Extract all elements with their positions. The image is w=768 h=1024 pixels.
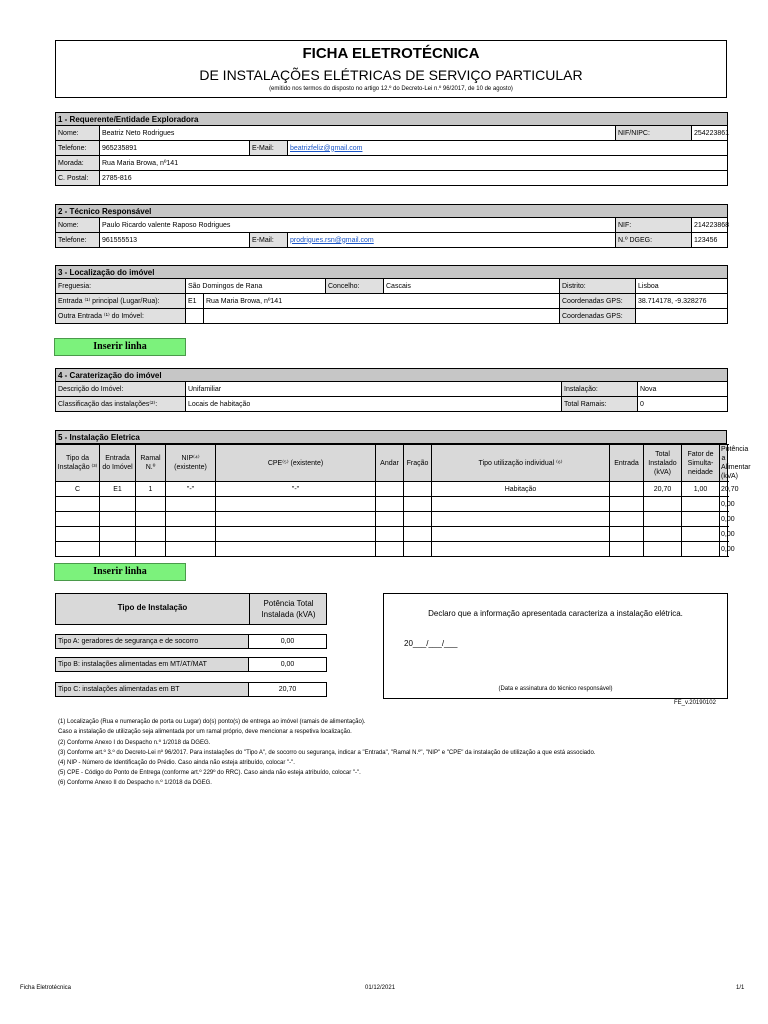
telefone-label: Telefone: bbox=[56, 141, 100, 156]
declaracao-sign-caption: (Data e assinatura do técnico responsável) bbox=[498, 686, 613, 692]
instalacao-cell[interactable] bbox=[166, 542, 216, 557]
footer-page: 1/1 bbox=[736, 985, 745, 991]
title-box bbox=[55, 40, 727, 98]
section-4-title: 4 - Caraterização do imóvel bbox=[56, 369, 728, 382]
instalacao-cell[interactable]: 20,70 bbox=[720, 482, 728, 497]
nif-label: NIF/NIPC: bbox=[616, 126, 692, 141]
instalacao-cell[interactable] bbox=[100, 497, 136, 512]
tecnico-telefone-label: Telefone: bbox=[56, 233, 100, 248]
instalacao-cell[interactable] bbox=[432, 542, 610, 557]
total-ramais-field[interactable]: 0 bbox=[638, 397, 728, 412]
instalacao-cell[interactable] bbox=[404, 497, 432, 512]
instalacao-cell[interactable] bbox=[610, 497, 644, 512]
tecnico-nome-field[interactable]: Paulo Ricardo valente Raposo Rodrigues bbox=[100, 218, 616, 233]
tipo-b-label: Tipo B: instalações alimentadas em MT/AT/MAT bbox=[56, 658, 249, 671]
instalacao-cell[interactable] bbox=[644, 527, 682, 542]
requerente-email-link[interactable]: beatrizfeliz@gmail.com bbox=[290, 144, 363, 152]
instalacao-cell[interactable] bbox=[100, 542, 136, 557]
instalacao-cell[interactable] bbox=[166, 497, 216, 512]
summary-row-tipo-c bbox=[55, 682, 327, 697]
instalacao-cell[interactable] bbox=[404, 542, 432, 557]
instalacao-cell[interactable] bbox=[100, 527, 136, 542]
tipo-b-value[interactable]: 0,00 bbox=[280, 661, 295, 668]
gps2-field[interactable] bbox=[636, 309, 728, 324]
instalacao-cell[interactable]: E1 bbox=[100, 482, 136, 497]
tipo-c-label: Tipo C: instalações alimentadas em BT bbox=[56, 683, 249, 696]
instalacao-cell[interactable] bbox=[136, 527, 166, 542]
instalacao-cell[interactable] bbox=[56, 512, 100, 527]
instalacao-cell[interactable] bbox=[136, 512, 166, 527]
instalacao-cell[interactable] bbox=[376, 512, 404, 527]
instalacao-cell[interactable] bbox=[56, 497, 100, 512]
instalacao-header-cell: NIP⁽⁴⁾ (existente) bbox=[166, 445, 216, 482]
instalacao-cell[interactable] bbox=[432, 527, 610, 542]
tecnico-telefone-field[interactable]: 961555513 bbox=[100, 233, 250, 248]
descricao-field[interactable]: Unifamiliar bbox=[186, 382, 562, 397]
page-subtitle: DE INSTALAÇÕES ELÉTRICAS DE SERVIÇO PARTICULAR bbox=[199, 67, 583, 83]
table-row bbox=[56, 512, 728, 527]
distrito-label: Distrito: bbox=[560, 279, 636, 294]
freguesia-label: Freguesia: bbox=[56, 279, 186, 294]
section-2-table bbox=[55, 204, 728, 248]
instalacao-cell[interactable]: C bbox=[56, 482, 100, 497]
section-3-table bbox=[55, 265, 728, 324]
instalacao-cell[interactable] bbox=[432, 497, 610, 512]
instalacao-cell[interactable] bbox=[376, 542, 404, 557]
instalacao-cell[interactable] bbox=[682, 542, 720, 557]
legal-note: (emitido nos termos do disposto no artigo 12.º do Decreto-Lei n.º 96/2017, de 10 de agosto) bbox=[269, 86, 513, 92]
instalacao-cell[interactable]: "-" bbox=[166, 482, 216, 497]
instalacao-cell[interactable] bbox=[166, 527, 216, 542]
outra-entrada-field[interactable] bbox=[204, 309, 560, 324]
classificacao-label: Classificação das instalações⁽²⁾: bbox=[56, 397, 186, 412]
note-1: (1) Localização (Rua e numeração de porta ou Lugar) do(s) ponto(s) de entrega ao imóvel (ramais de alimentação). bbox=[58, 719, 366, 725]
table-row bbox=[56, 527, 728, 542]
instalacao-cell[interactable] bbox=[376, 497, 404, 512]
instalacao-cell[interactable] bbox=[166, 512, 216, 527]
note-5: (5) CPE - Código do Ponto de Entrega (conforme art.º 229º do RRC). Caso ainda não esteja atribuído, colocar "-". bbox=[58, 770, 361, 776]
instalacao-cell[interactable]: 0,00 bbox=[720, 542, 728, 557]
instalacao-header-cell: Potência a Alimentar (kVA) bbox=[721, 446, 751, 480]
requerente-morada-field[interactable]: Rua Maria Browa, nº141 bbox=[100, 156, 728, 171]
instalacao-header-cell: Entrada bbox=[610, 445, 644, 482]
summary-header-tipo: Tipo de Instalação bbox=[117, 603, 188, 612]
instalacao-cell[interactable] bbox=[610, 542, 644, 557]
instalacao-header-cell: Andar bbox=[376, 445, 404, 482]
summary-row-tipo-b bbox=[55, 657, 327, 672]
instalacao-cell[interactable]: 0,00 bbox=[720, 497, 728, 512]
instalacao-header-cell: CPE⁽⁵⁾ (existente) bbox=[216, 445, 376, 482]
instalacao-cell[interactable]: Habitação bbox=[432, 482, 610, 497]
freguesia-field[interactable]: São Domingos de Rana bbox=[186, 279, 326, 294]
instalacao-cell[interactable] bbox=[376, 527, 404, 542]
instalacao-cell[interactable] bbox=[610, 527, 644, 542]
instalacao-cell[interactable] bbox=[644, 512, 682, 527]
page-title: FICHA ELETROTÉCNICA bbox=[302, 45, 480, 62]
tecnico-nome-label: Nome: bbox=[56, 218, 100, 233]
tecnico-email-field[interactable] bbox=[288, 233, 616, 248]
instalacao-cell[interactable] bbox=[136, 497, 166, 512]
instalacao-cell[interactable] bbox=[404, 512, 432, 527]
tecnico-email-link[interactable]: prodrigues.rsn@gmail.com bbox=[290, 236, 374, 244]
requerente-telefone-field[interactable]: 965235891 bbox=[100, 141, 250, 156]
instalacao-header-row bbox=[56, 445, 728, 482]
instalacao-table bbox=[55, 444, 751, 557]
entrada-principal-field[interactable]: Rua Maria Browa, nº141 bbox=[204, 294, 560, 309]
tipo-a-value[interactable]: 0,00 bbox=[280, 638, 295, 645]
tipo-c-value[interactable]: 20,70 bbox=[278, 686, 297, 693]
declaracao-box bbox=[383, 593, 728, 699]
summary-header bbox=[55, 593, 327, 625]
note-4: (4) NIP - Número de Identificação do Prédio. Caso ainda não esteja atribuído, colocar "-". bbox=[58, 760, 295, 766]
classificacao-field[interactable]: Locais de habitação bbox=[186, 397, 562, 412]
section-5-title-table bbox=[55, 430, 727, 444]
instalacao-cell[interactable] bbox=[136, 542, 166, 557]
declaracao-date-field[interactable]: 20___/___/___ bbox=[404, 639, 458, 648]
email-label: E-Mail: bbox=[250, 141, 288, 156]
requerente-nif-field[interactable]: 254223861 bbox=[692, 126, 728, 141]
tecnico-nif-label: NIF: bbox=[616, 218, 692, 233]
table-row bbox=[56, 482, 728, 497]
instalacao-cell[interactable] bbox=[610, 482, 644, 497]
instalacao-cell[interactable] bbox=[216, 542, 376, 557]
footer-date: 01/12/2021 bbox=[365, 985, 396, 991]
distrito-field[interactable]: Lisboa bbox=[636, 279, 728, 294]
instalacao-cell[interactable] bbox=[432, 512, 610, 527]
instalacao-header-cell: Fator de Simulta-neidade bbox=[682, 445, 720, 482]
instalacao-cell[interactable]: "-" bbox=[216, 482, 376, 497]
instalacao-cell[interactable]: 20,70 bbox=[644, 482, 682, 497]
outra-entrada-label: Outra Entrada ⁽¹⁾ do Imóvel: bbox=[56, 309, 186, 324]
instalacao-cell[interactable] bbox=[216, 527, 376, 542]
instalacao-cell[interactable]: 1,00 bbox=[682, 482, 720, 497]
note-2: (2) Conforme Anexo I do Despacho n.º 1/2018 da DGEG. bbox=[58, 740, 211, 746]
instalacao-header-cell: Tipo da Instalação ⁽³⁾ bbox=[56, 445, 100, 482]
tipo-a-label: Tipo A: geradores de segurança e de socorro bbox=[56, 635, 249, 648]
instalacao-header-cell: Total Instalado (kVA) bbox=[644, 445, 682, 482]
instalacao-cell[interactable]: 0,00 bbox=[720, 512, 728, 527]
declaracao-text: Declaro que a informação apresentada caracteriza a instalação elétrica. bbox=[428, 609, 683, 618]
instalacao-cell[interactable] bbox=[100, 512, 136, 527]
section-1-table bbox=[55, 112, 728, 186]
instalacao-cell[interactable] bbox=[682, 527, 720, 542]
table-row bbox=[56, 542, 728, 557]
summary-header-divider bbox=[249, 594, 250, 624]
instalacao-cell[interactable] bbox=[610, 512, 644, 527]
entrada-principal-label: Entrada ⁽¹⁾ principal (Lugar/Rua): bbox=[56, 294, 186, 309]
instalacao-header-cell: Ramal N.º bbox=[136, 445, 166, 482]
concelho-label: Concelho: bbox=[326, 279, 384, 294]
inserir-linha-button-1[interactable]: Inserir linha bbox=[54, 338, 186, 356]
section-3-title: 3 - Localização do imóvel bbox=[56, 266, 728, 279]
tecnico-nif-field[interactable]: 214223868 bbox=[692, 218, 728, 233]
note-6: (6) Conforme Anexo II do Despacho n.º 1/2018 da DGEG. bbox=[58, 780, 212, 786]
nome-label: Nome: bbox=[56, 126, 100, 141]
tecnico-dgeg-field[interactable]: 123456 bbox=[692, 233, 728, 248]
morada-label: Morada: bbox=[56, 156, 100, 171]
requerente-email-field[interactable] bbox=[288, 141, 728, 156]
cpostal-label: C. Postal: bbox=[56, 171, 100, 186]
version-label: FE_v.20190102 bbox=[674, 700, 716, 706]
instalacao-cell[interactable]: 1 bbox=[136, 482, 166, 497]
requerente-nome-field[interactable]: Beatriz Neto Rodrigues bbox=[100, 126, 616, 141]
total-ramais-label: Total Ramais: bbox=[562, 397, 638, 412]
instalacao-cell[interactable] bbox=[682, 497, 720, 512]
section-5-title: 5 - Instalação Eletrica bbox=[56, 431, 727, 444]
instalacao-cell[interactable] bbox=[404, 527, 432, 542]
gps-label: Coordenadas GPS: bbox=[560, 294, 636, 309]
table-row bbox=[56, 497, 728, 512]
instalacao-label: Instalação: bbox=[562, 382, 638, 397]
instalacao-cell[interactable] bbox=[376, 482, 404, 497]
instalacao-cell[interactable] bbox=[216, 497, 376, 512]
instalacao-cell[interactable] bbox=[644, 542, 682, 557]
instalacao-cell[interactable] bbox=[404, 482, 432, 497]
descricao-label: Descrição do Imóvel: bbox=[56, 382, 186, 397]
entrada-code-field[interactable]: E1 bbox=[186, 294, 204, 309]
instalacao-cell[interactable] bbox=[644, 497, 682, 512]
instalacao-cell[interactable] bbox=[56, 542, 100, 557]
summary-header-potencia: Potência Total Instalada (kVA) bbox=[261, 599, 316, 619]
gps2-label: Coordenadas GPS: bbox=[560, 309, 636, 324]
concelho-field[interactable]: Cascais bbox=[384, 279, 560, 294]
tecnico-email-label: E-Mail: bbox=[250, 233, 288, 248]
instalacao-header-cell: Fração bbox=[404, 445, 432, 482]
instalacao-header-cell: Entrada do Imóvel bbox=[100, 445, 136, 482]
instalacao-field[interactable]: Nova bbox=[638, 382, 728, 397]
note-3: (3) Conforme art.º 3.º do Decreto-Lei nº 96/2017. Para instalações do "Tipo A", de socorro ou segurança, indicar a "Entrada", "Ramal N.º", "NIP" e "CPE" da instalação de utilização a que está associado. bbox=[58, 750, 596, 756]
inserir-linha-button-2[interactable]: Inserir linha bbox=[54, 563, 186, 581]
gps-field[interactable]: 38.714178, -9.328276 bbox=[636, 294, 728, 309]
instalacao-cell[interactable] bbox=[56, 527, 100, 542]
instalacao-cell[interactable]: 0,00 bbox=[720, 527, 728, 542]
outra-entrada-code-field[interactable] bbox=[186, 309, 204, 324]
section-2-title: 2 - Técnico Responsável bbox=[56, 205, 728, 218]
section-4-table bbox=[55, 368, 728, 412]
dgeg-label: N.º DGEG: bbox=[616, 233, 692, 248]
summary-row-tipo-a bbox=[55, 634, 327, 649]
section-1-title: 1 - Requerente/Entidade Exploradora bbox=[56, 113, 728, 126]
instalacao-cell[interactable] bbox=[682, 512, 720, 527]
requerente-cpostal-field[interactable]: 2785-816 bbox=[100, 171, 728, 186]
instalacao-cell[interactable] bbox=[216, 512, 376, 527]
note-1b: Caso a instalação de utilização seja alimentada por um ramal próprio, deve mencionar a respetiva localização. bbox=[58, 729, 352, 735]
footer-left: Ficha Eletrotécnica bbox=[20, 985, 72, 991]
instalacao-header-cell: Tipo utilização individual ⁽⁶⁾ bbox=[432, 445, 610, 482]
